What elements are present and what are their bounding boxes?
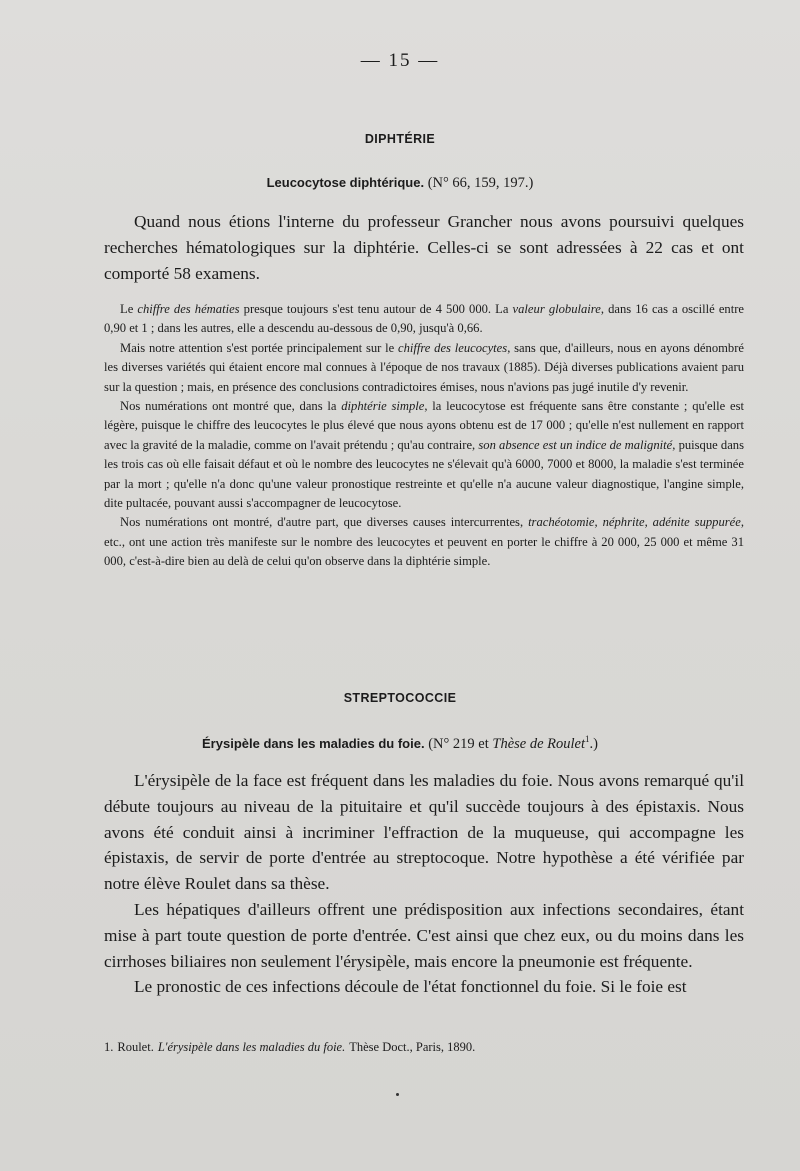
paragraph-hepatiques: Les hépatiques d'ailleurs offrent une prédisposition aux infections secondaires, étant mise à part toute question de porte d'entrée. C'est ainsi que chez eux, ou du moins dans les cirrhoses biliaires non seulement l'érysipèle, mais encore la pneumonie est fréquente.: [104, 899, 744, 971]
page-number: — 15 —: [360, 50, 440, 71]
section-heading-diphterie: DIPHTÉRIE: [364, 132, 436, 146]
streptococcie-body: [104, 768, 744, 1000]
footnote-author: Roulet.: [117, 1040, 154, 1054]
intro-paragraph-block: [104, 209, 744, 286]
footnote-marker: 1: [585, 734, 590, 744]
paragraph-pronostic: Le pronostic de ces infections découle de l'état fonctionnel du foie. Si le foie est: [134, 977, 687, 997]
paragraph-leucocytes: Mais notre attention s'est portée principalement sur le chiffre des leucocytes, sans que, d'ailleurs, nous en ayons dénombré les diverses variétés qui étaient encore mal connues à l'époque de nos travaux (1885). Déjà diverses publications avaient paru sur la question ; mais, en présence des conclusions contradictoires émises, nous n'avions pas jugé inutile d'y revenir.: [104, 340, 744, 394]
paragraph-causes-intercurrentes: Nos numérations ont montré, d'autre part, que diverses causes intercurrentes, trachéotomie, néphrite, adénite suppurée, etc., ont une action très manifeste sur le nombre des leucocytes et peuvent en porter le chiffre à 20 000, 25 000 et même 31 000, c'est-à-dire bien au delà de celui qu'on observe dans la diphtérie simple.: [104, 515, 744, 569]
diphterie-small-text: [104, 300, 744, 572]
paragraph-diphterie-simple: Nos numérations ont montré que, dans la diphtérie simple, la leucocytose est fréquente sans être constante ; qu'elle est légère, puisque le chiffre des leucocytes le plus élevé que nous ayons obtenu est de 17 000 ; qu'elle n'est nullement en rapport avec la gravité de la maladie, comme on l'avait prétendu ; qu'au contraire, son absence est un indice de malignité, puisque dans les trois cas où elle faisait défaut et où le nombre des leucocytes ne s'élevait qu'à 6000, 7000 et 8000, la maladie s'est terminée par la mort ; qu'elle n'a donc qu'une valeur pronostique restreinte et qu'elle n'a aucune valeur diagnostique, l'angine simple, dite pultacée, pouvant aussi s'accompagner de leucocytose.: [104, 399, 744, 511]
paragraph-hematies: Le chiffre des hématies presque toujours s'est tenu autour de 4 500 000. La valeur globulaire, dans 16 cas a oscillé entre 0,90 et 1 ; dans les autres, elle a descendu au-dessous de 0,90, jusqu'à 0,66.: [104, 302, 744, 336]
footnote-title: L'érysipèle dans les maladies du foie.: [157, 1040, 346, 1054]
section-heading-streptococcie: STREPTOCOCCIE: [343, 691, 457, 705]
paragraph-erysipele: L'érysipèle de la face est fréquent dans les maladies du foie. Nous avons remarqué qu'il débute toujours au niveau de la pituitaire et qu'il succède toujours à des épistaxis. Nous avons été conduit ainsi à incriminer l'effraction de la muqueuse, qui accompagne les épistaxis, de servir de porte d'entrée au streptocoque. Notre hypothèse a été vérifiée par notre élève Roulet dans sa thèse.: [104, 771, 744, 894]
intro-paragraph: Quand nous étions l'interne du professeur Grancher nous avons poursuivi quelques recherches hématologiques sur la diphtérie. Celles-ci se sont adressées à 22 cas et ont comporté 58 examens.: [104, 212, 744, 283]
footnote-number: 1.: [104, 1040, 114, 1054]
subheading-title: Leucocytose diphtérique.: [266, 175, 425, 190]
subheading-title: Érysipèle dans les maladies du foie.: [202, 735, 425, 751]
subheading-leucocytose: [0, 175, 800, 192]
footnote: [104, 1040, 744, 1055]
subheading-erysipele: Érysipèle dans les maladies du foie. (N° 219 et Thèse de Roulet$^1$.): [202, 734, 598, 752]
footnote-details: Thèse Doct., Paris, 1890.: [349, 1040, 476, 1054]
subheading-refs: (N° 66, 159, 197.): [427, 175, 534, 191]
print-speck: [396, 1093, 399, 1096]
